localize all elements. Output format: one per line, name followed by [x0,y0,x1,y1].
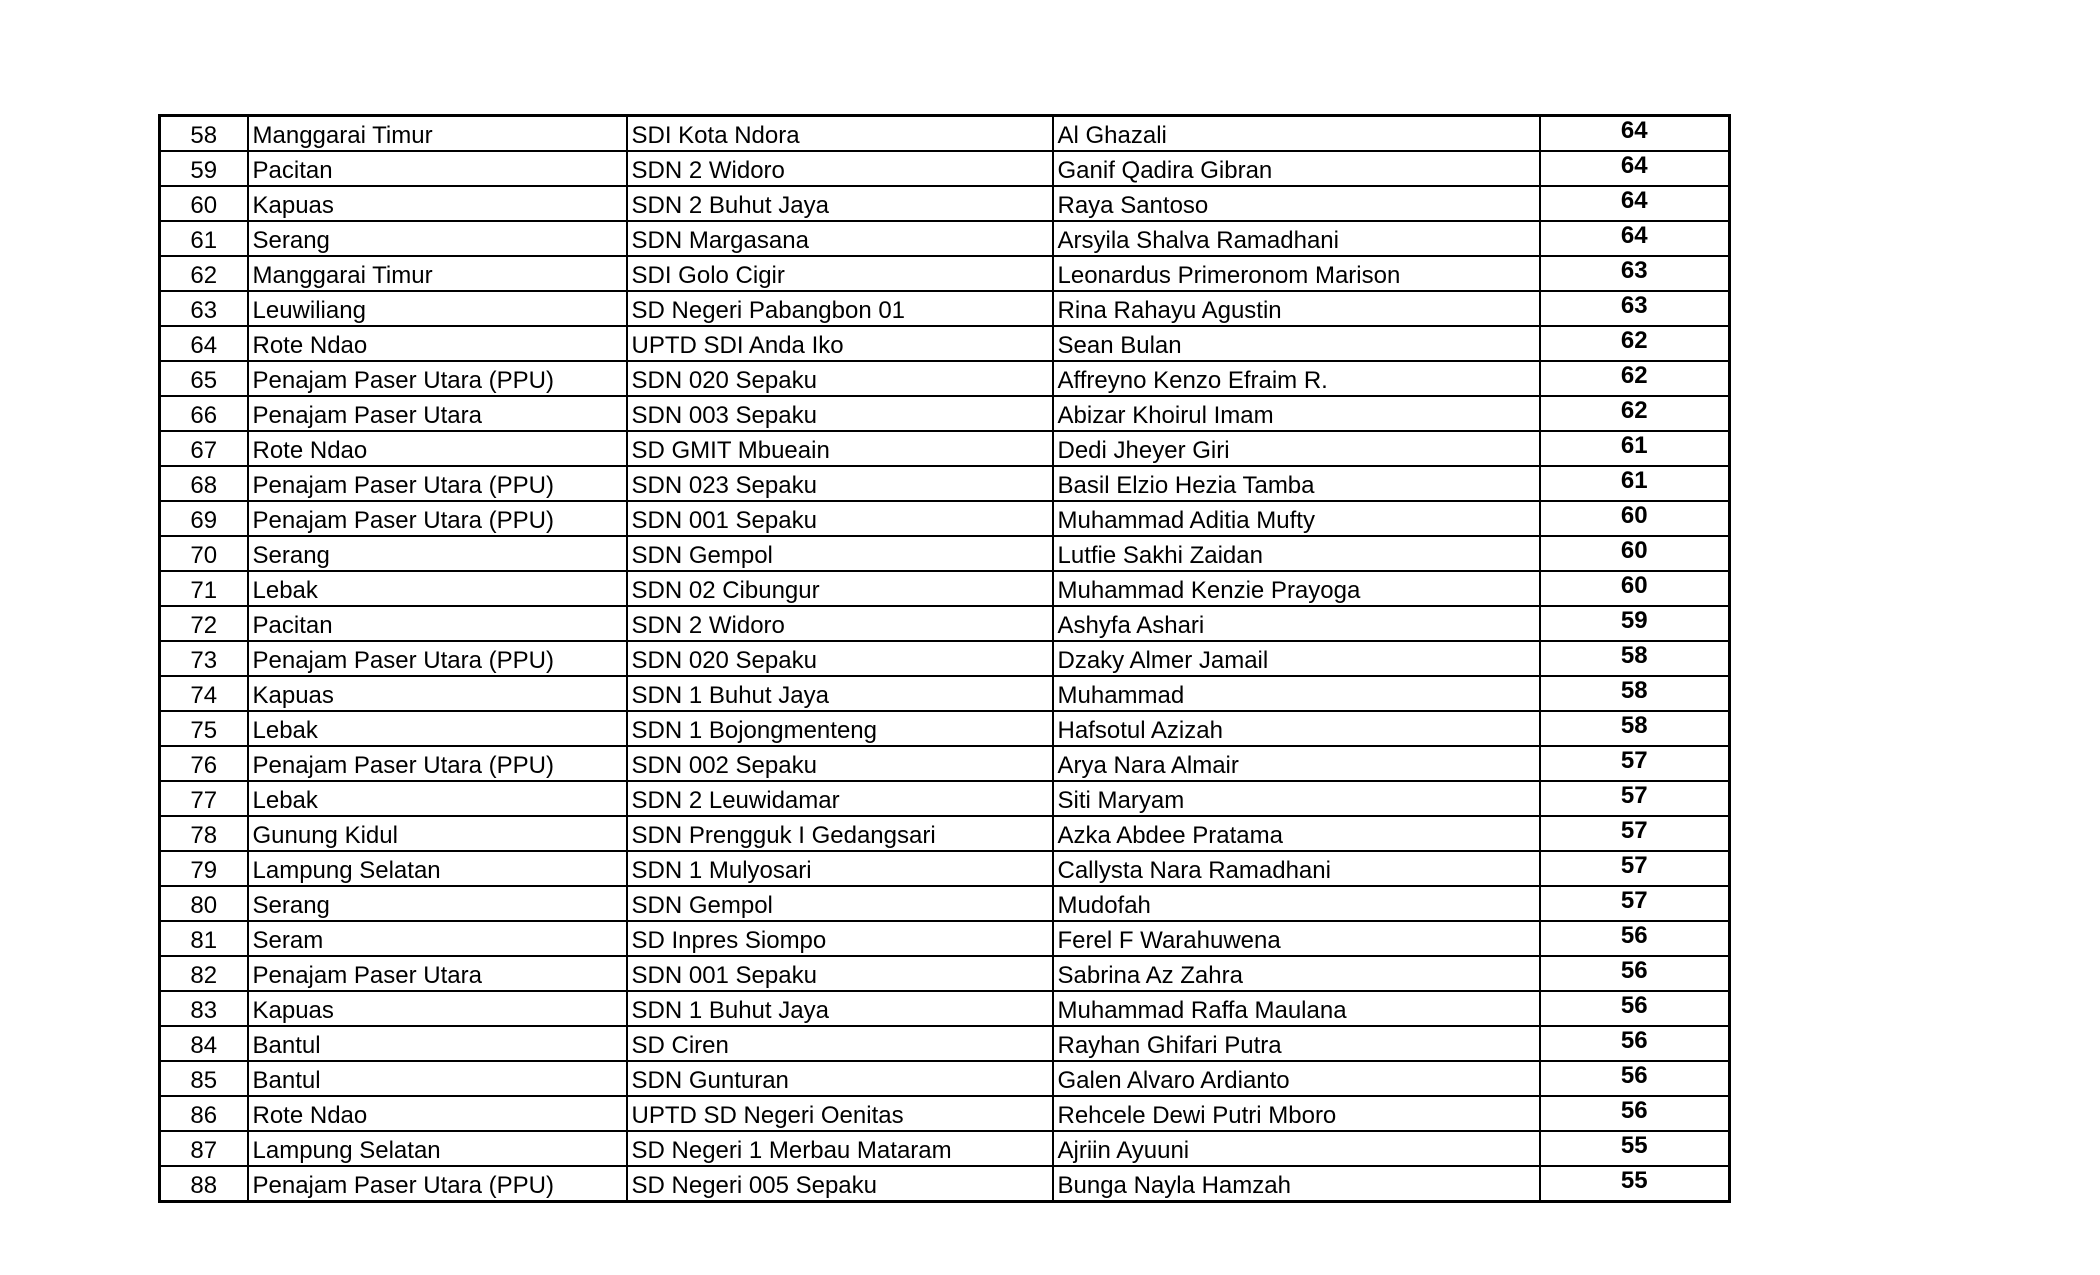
school-cell: SD Inpres Siompo [627,921,1053,956]
score-cell: 57 [1540,781,1730,816]
region-cell: Kapuas [248,186,627,221]
student-name-cell: Rehcele Dewi Putri Mboro [1053,1096,1540,1131]
school-cell: SDN 02 Cibungur [627,571,1053,606]
table-row [160,431,1730,466]
rank-cell: 79 [160,851,248,886]
rank-cell: 60 [160,186,248,221]
rank-cell: 78 [160,816,248,851]
region-cell: Lampung Selatan [248,851,627,886]
table-row [160,1096,1730,1131]
school-cell: SDN 1 Buhut Jaya [627,676,1053,711]
school-cell: SDN 020 Sepaku [627,641,1053,676]
school-cell: SDN Gunturan [627,1061,1053,1096]
table-row [160,536,1730,571]
region-cell: Lebak [248,571,627,606]
score-cell: 57 [1540,746,1730,781]
school-cell: SDN 2 Buhut Jaya [627,186,1053,221]
rank-cell: 88 [160,1166,248,1202]
school-cell: SDN 020 Sepaku [627,361,1053,396]
table-row [160,921,1730,956]
student-name-cell: Muhammad Kenzie Prayoga [1053,571,1540,606]
student-name-cell: Bunga Nayla Hamzah [1053,1166,1540,1202]
rank-cell: 75 [160,711,248,746]
school-cell: SDN 001 Sepaku [627,501,1053,536]
score-cell: 64 [1540,186,1730,221]
school-cell: SDN Gempol [627,536,1053,571]
table-row [160,501,1730,536]
student-name-cell: Al Ghazali [1053,116,1540,152]
table-row [160,396,1730,431]
school-cell: UPTD SD Negeri Oenitas [627,1096,1053,1131]
score-cell: 62 [1540,396,1730,431]
results-table-body [160,116,1730,1202]
score-cell: 61 [1540,466,1730,501]
student-name-cell: Dzaky Almer Jamail [1053,641,1540,676]
score-cell: 62 [1540,326,1730,361]
student-name-cell: Sean Bulan [1053,326,1540,361]
school-cell: SDN 1 Buhut Jaya [627,991,1053,1026]
school-cell: SDN 001 Sepaku [627,956,1053,991]
rank-cell: 77 [160,781,248,816]
region-cell: Penajam Paser Utara (PPU) [248,501,627,536]
student-name-cell: Ganif Qadira Gibran [1053,151,1540,186]
region-cell: Pacitan [248,606,627,641]
table-row [160,1061,1730,1096]
region-cell: Serang [248,536,627,571]
student-name-cell: Ajriin Ayuuni [1053,1131,1540,1166]
table-row [160,151,1730,186]
region-cell: Serang [248,886,627,921]
rank-cell: 71 [160,571,248,606]
school-cell: SDI Kota Ndora [627,116,1053,152]
region-cell: Pacitan [248,151,627,186]
rank-cell: 69 [160,501,248,536]
score-cell: 56 [1540,1061,1730,1096]
table-row [160,1131,1730,1166]
region-cell: Kapuas [248,991,627,1026]
region-cell: Penajam Paser Utara (PPU) [248,641,627,676]
region-cell: Penajam Paser Utara (PPU) [248,1166,627,1202]
student-name-cell: Basil Elzio Hezia Tamba [1053,466,1540,501]
table-row [160,956,1730,991]
rank-cell: 67 [160,431,248,466]
student-name-cell: Siti Maryam [1053,781,1540,816]
table-row [160,711,1730,746]
region-cell: Rote Ndao [248,1096,627,1131]
region-cell: Bantul [248,1061,627,1096]
school-cell: SDN 2 Leuwidamar [627,781,1053,816]
student-name-cell: Sabrina Az Zahra [1053,956,1540,991]
table-row [160,326,1730,361]
region-cell: Leuwiliang [248,291,627,326]
student-name-cell: Callysta Nara Ramadhani [1053,851,1540,886]
school-cell: SDN 023 Sepaku [627,466,1053,501]
table-row [160,606,1730,641]
school-cell: SDN Prengguk I Gedangsari [627,816,1053,851]
results-sheet [158,114,1731,1203]
score-cell: 56 [1540,991,1730,1026]
school-cell: SD Ciren [627,1026,1053,1061]
school-cell: SDN 2 Widoro [627,151,1053,186]
rank-cell: 85 [160,1061,248,1096]
score-cell: 64 [1540,116,1730,152]
score-cell: 59 [1540,606,1730,641]
score-cell: 63 [1540,256,1730,291]
student-name-cell: Azka Abdee Pratama [1053,816,1540,851]
rank-cell: 74 [160,676,248,711]
rank-cell: 70 [160,536,248,571]
student-name-cell: Leonardus Primeronom Marison [1053,256,1540,291]
student-name-cell: Muhammad [1053,676,1540,711]
rank-cell: 76 [160,746,248,781]
student-name-cell: Raya Santoso [1053,186,1540,221]
rank-cell: 82 [160,956,248,991]
table-row [160,291,1730,326]
table-row [160,361,1730,396]
table-row [160,851,1730,886]
school-cell: SDN Gempol [627,886,1053,921]
rank-cell: 72 [160,606,248,641]
region-cell: Bantul [248,1026,627,1061]
score-cell: 55 [1540,1131,1730,1166]
table-row [160,116,1730,152]
school-cell: SDI Golo Cigir [627,256,1053,291]
school-cell: SD Negeri 1 Merbau Mataram [627,1131,1053,1166]
school-cell: SDN Margasana [627,221,1053,256]
score-cell: 60 [1540,501,1730,536]
score-cell: 57 [1540,886,1730,921]
table-row [160,641,1730,676]
student-name-cell: Ferel F Warahuwena [1053,921,1540,956]
school-cell: SDN 003 Sepaku [627,396,1053,431]
rank-cell: 63 [160,291,248,326]
table-row [160,991,1730,1026]
region-cell: Penajam Paser Utara (PPU) [248,746,627,781]
score-cell: 60 [1540,536,1730,571]
region-cell: Kapuas [248,676,627,711]
region-cell: Rote Ndao [248,431,627,466]
score-cell: 64 [1540,151,1730,186]
region-cell: Penajam Paser Utara [248,396,627,431]
student-name-cell: Lutfie Sakhi Zaidan [1053,536,1540,571]
rank-cell: 87 [160,1131,248,1166]
rank-cell: 83 [160,991,248,1026]
rank-cell: 84 [160,1026,248,1061]
region-cell: Penajam Paser Utara (PPU) [248,361,627,396]
student-name-cell: Affreyno Kenzo Efraim R. [1053,361,1540,396]
student-name-cell: Arya Nara Almair [1053,746,1540,781]
student-name-cell: Muhammad Aditia Mufty [1053,501,1540,536]
score-cell: 56 [1540,956,1730,991]
school-cell: SDN 1 Mulyosari [627,851,1053,886]
region-cell: Lebak [248,781,627,816]
student-name-cell: Abizar Khoirul Imam [1053,396,1540,431]
rank-cell: 65 [160,361,248,396]
school-cell: UPTD SDI Anda Iko [627,326,1053,361]
school-cell: SDN 1 Bojongmenteng [627,711,1053,746]
score-cell: 55 [1540,1166,1730,1202]
rank-cell: 59 [160,151,248,186]
region-cell: Manggarai Timur [248,256,627,291]
score-cell: 56 [1540,921,1730,956]
student-name-cell: Hafsotul Azizah [1053,711,1540,746]
region-cell: Lebak [248,711,627,746]
score-cell: 56 [1540,1026,1730,1061]
table-row [160,781,1730,816]
table-row [160,746,1730,781]
table-row [160,816,1730,851]
school-cell: SD Negeri 005 Sepaku [627,1166,1053,1202]
region-cell: Serang [248,221,627,256]
rank-cell: 62 [160,256,248,291]
score-cell: 57 [1540,851,1730,886]
rank-cell: 73 [160,641,248,676]
rank-cell: 86 [160,1096,248,1131]
score-cell: 60 [1540,571,1730,606]
school-cell: SD GMIT Mbueain [627,431,1053,466]
results-table [158,114,1731,1203]
school-cell: SDN 002 Sepaku [627,746,1053,781]
rank-cell: 66 [160,396,248,431]
score-cell: 62 [1540,361,1730,396]
school-cell: SD Negeri Pabangbon 01 [627,291,1053,326]
score-cell: 63 [1540,291,1730,326]
rank-cell: 81 [160,921,248,956]
student-name-cell: Rina Rahayu Agustin [1053,291,1540,326]
table-row [160,676,1730,711]
school-cell: SDN 2 Widoro [627,606,1053,641]
rank-cell: 61 [160,221,248,256]
student-name-cell: Arsyila Shalva Ramadhani [1053,221,1540,256]
table-row [160,256,1730,291]
score-cell: 61 [1540,431,1730,466]
score-cell: 58 [1540,711,1730,746]
rank-cell: 64 [160,326,248,361]
student-name-cell: Rayhan Ghifari Putra [1053,1026,1540,1061]
student-name-cell: Muhammad Raffa Maulana [1053,991,1540,1026]
region-cell: Penajam Paser Utara [248,956,627,991]
table-row [160,466,1730,501]
region-cell: Manggarai Timur [248,116,627,152]
region-cell: Penajam Paser Utara (PPU) [248,466,627,501]
region-cell: Rote Ndao [248,326,627,361]
table-row [160,1166,1730,1202]
table-row [160,571,1730,606]
rank-cell: 68 [160,466,248,501]
region-cell: Lampung Selatan [248,1131,627,1166]
rank-cell: 80 [160,886,248,921]
region-cell: Seram [248,921,627,956]
student-name-cell: Mudofah [1053,886,1540,921]
score-cell: 58 [1540,641,1730,676]
score-cell: 57 [1540,816,1730,851]
table-row [160,886,1730,921]
score-cell: 56 [1540,1096,1730,1131]
score-cell: 58 [1540,676,1730,711]
table-row [160,1026,1730,1061]
region-cell: Gunung Kidul [248,816,627,851]
student-name-cell: Dedi Jheyer Giri [1053,431,1540,466]
table-row [160,186,1730,221]
rank-cell: 58 [160,116,248,152]
table-row [160,221,1730,256]
student-name-cell: Ashyfa Ashari [1053,606,1540,641]
score-cell: 64 [1540,221,1730,256]
student-name-cell: Galen Alvaro Ardianto [1053,1061,1540,1096]
